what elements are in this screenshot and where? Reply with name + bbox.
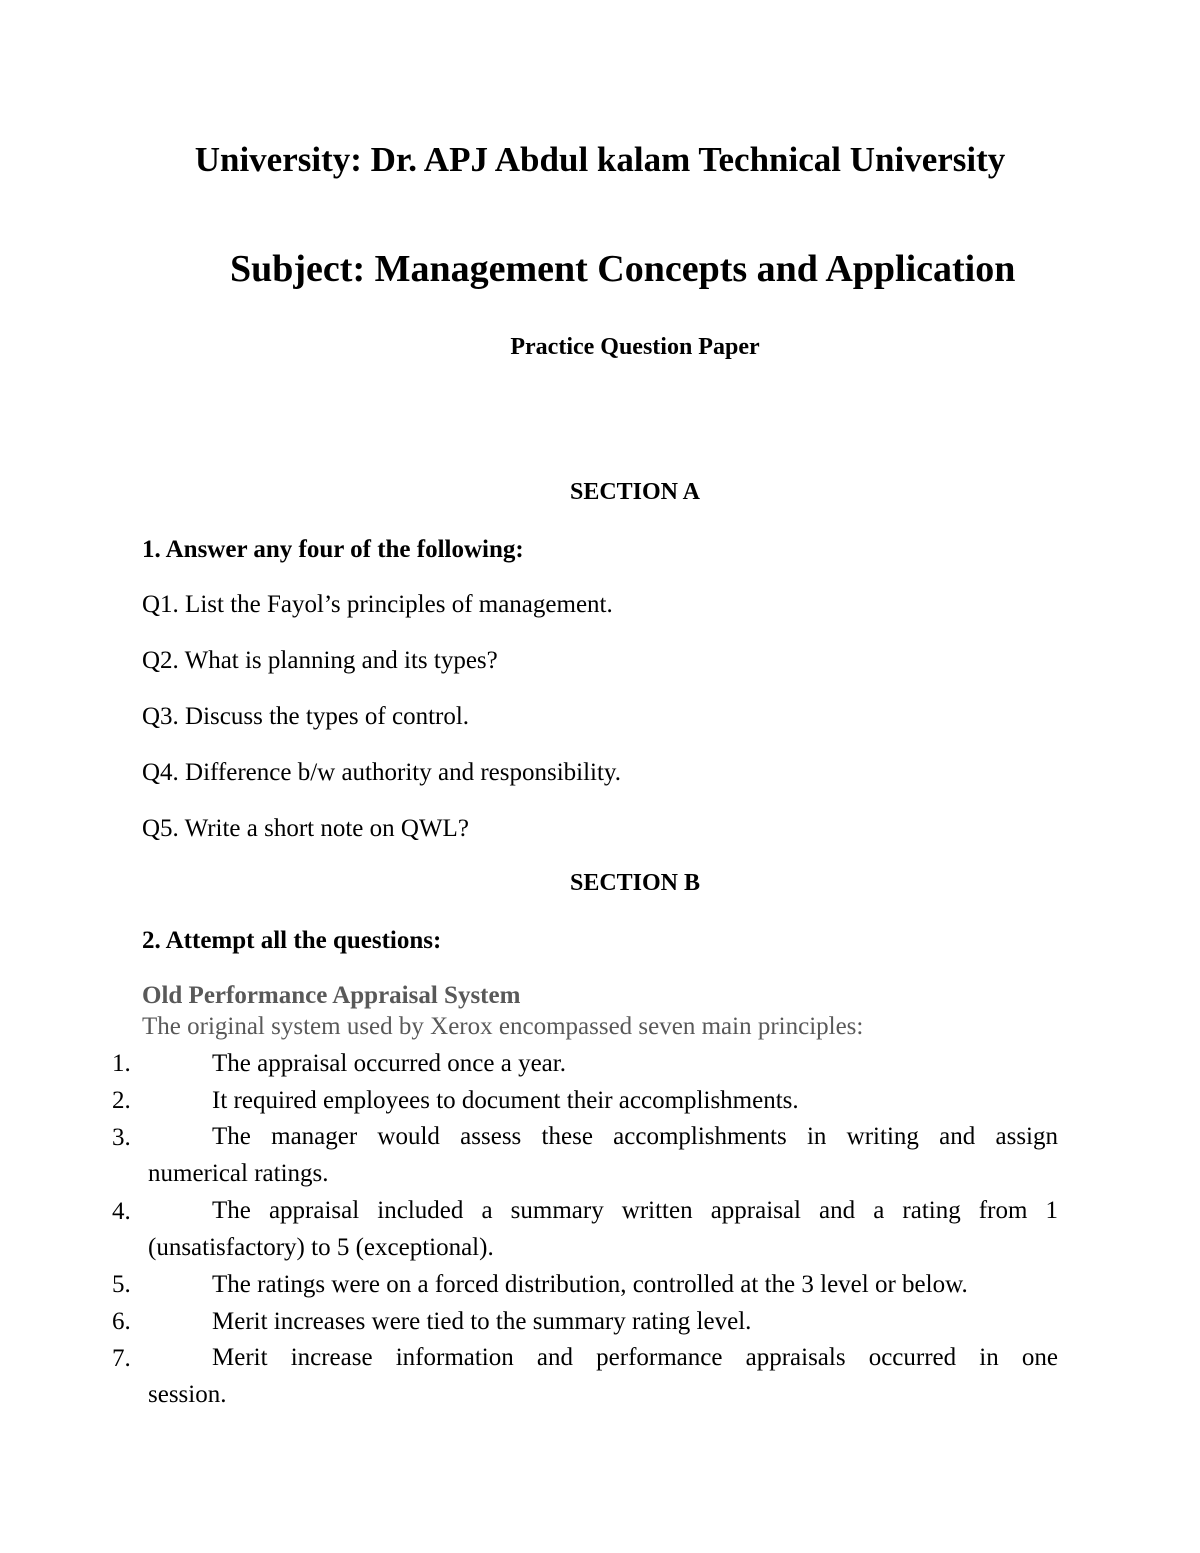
principle-text-block [148,1192,1058,1266]
principle-number: 6. [112,1308,131,1335]
principle-text-line2: (unsatisfactory) to 5 (exceptional). [148,1234,494,1261]
principle-text-line1: The manager would assess these accomplishments in writing and assign [212,1123,1058,1150]
principle-text: The ratings were on a forced distribution, controlled at the 3 level or below. [212,1271,968,1298]
section-a-heading: SECTION A [569,479,701,505]
principle-text-line1: Merit increase information and performance appraisals occurred in one [212,1344,1058,1371]
case-intro: The original system used by Xerox encompassed seven main principles: [142,1013,864,1040]
question-1: Q1. List the Fayol’s principles of management. [142,591,613,618]
principle-number: 5. [112,1271,131,1298]
principle-text: The appraisal occurred once a year. [212,1050,566,1077]
principle-number: 4. [112,1198,131,1225]
section-b-instruction: 2. Attempt all the questions: [142,927,442,954]
principle-text-line2: session. [148,1381,227,1408]
question-3: Q3. Discuss the types of control. [142,703,470,730]
question-5: Q5. Write a short note on QWL? [142,815,469,842]
paper-type: Practice Question Paper [510,334,760,360]
principle-text-block [148,1339,1058,1413]
principle-number: 7. [112,1345,131,1372]
principle-number: 1. [112,1050,131,1077]
principle-text: Merit increases were tied to the summary rating level. [212,1308,752,1335]
principle-text-line2: numerical ratings. [148,1160,329,1187]
question-2: Q2. What is planning and its types? [142,647,498,674]
principle-number: 3. [112,1124,131,1151]
case-heading: Old Performance Appraisal System [142,982,521,1009]
section-a-instruction: 1. Answer any four of the following: [142,536,524,563]
subject-title: Subject: Management Concepts and Application [230,248,1016,290]
university-title: University: Dr. APJ Abdul kalam Technical University [194,140,1006,179]
section-b-heading: SECTION B [569,870,701,896]
principle-text-block [148,1118,1058,1192]
question-4: Q4. Difference b/w authority and responsibility. [142,759,622,786]
principle-text-line1: The appraisal included a summary written appraisal and a rating from 1 [212,1197,1058,1224]
principle-number: 2. [112,1087,131,1114]
principle-text: It required employees to document their accomplishments. [212,1087,799,1114]
